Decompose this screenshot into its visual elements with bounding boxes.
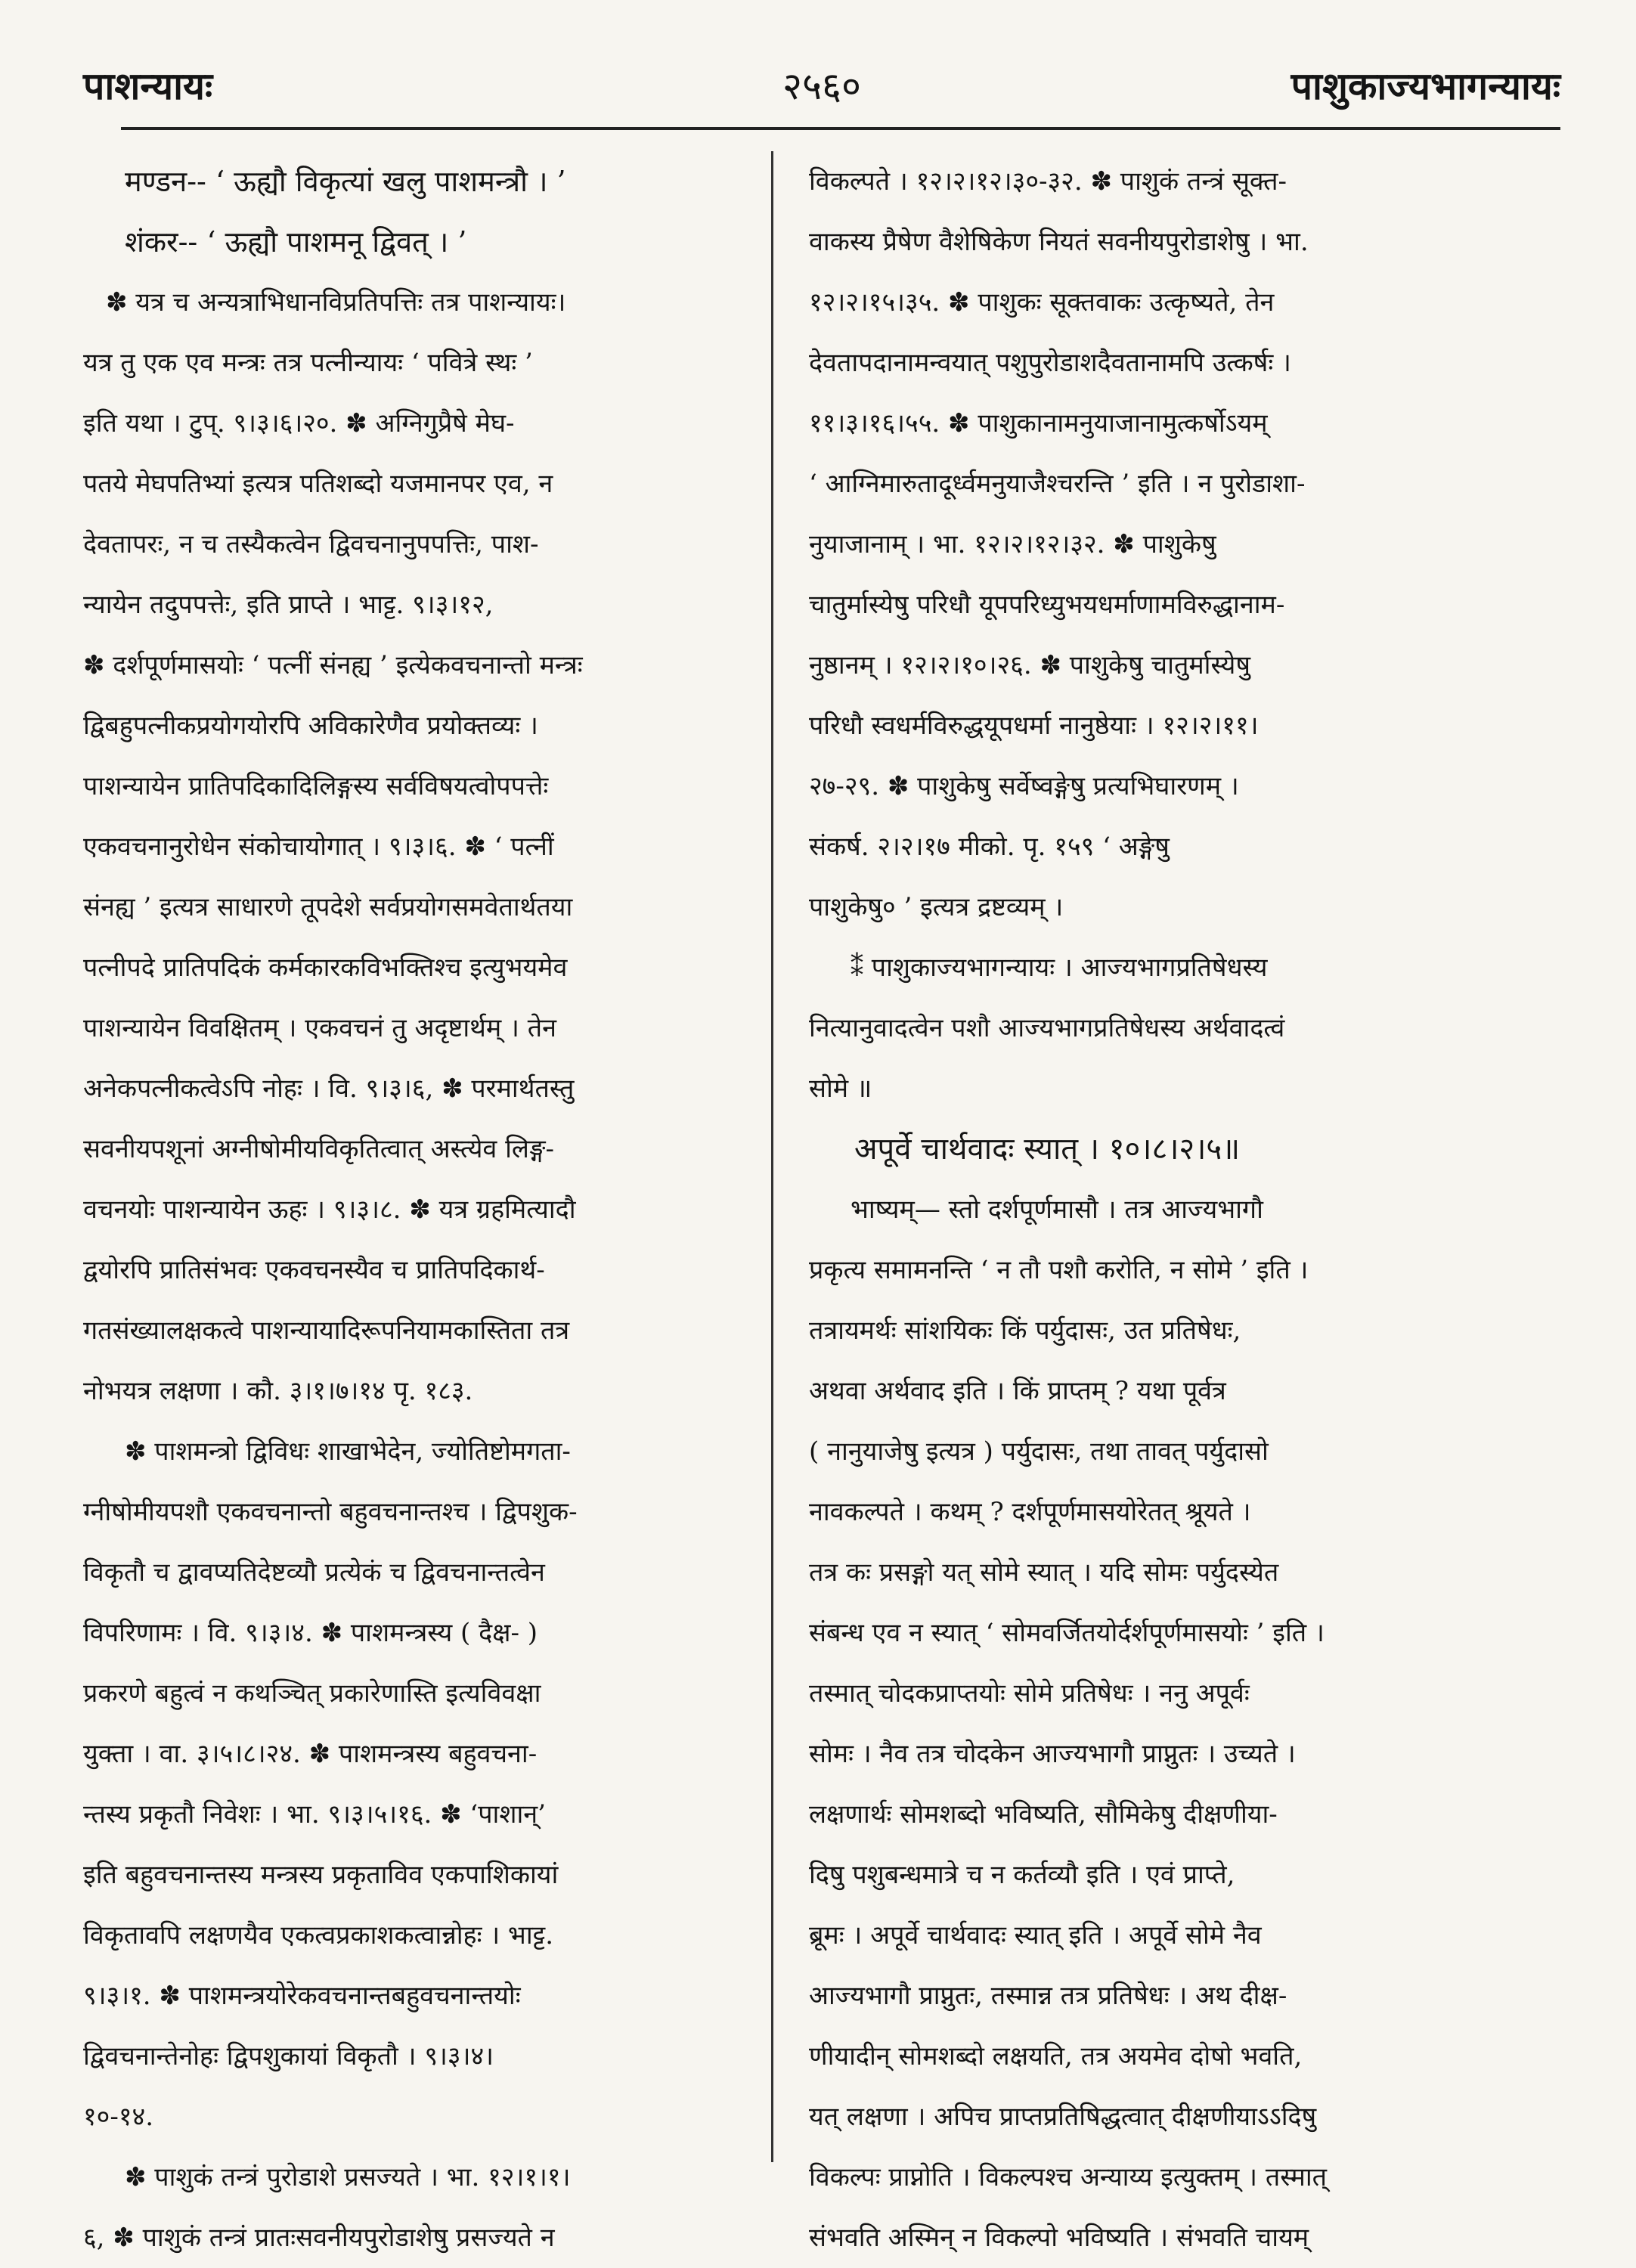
- text-line: संकर्ष. २।२।१७ मीको. पृ. १५९ ‘ अङ्गेषु: [809, 832, 1170, 862]
- text-line: तत्रायमर्थः सांशयिकः किं पर्युदासः, उत प्रतिषेधः,: [809, 1315, 1241, 1346]
- left-column: [83, 151, 745, 2253]
- text-line: वाकस्य प्रैषेण वैशेषिकेण नियतं सवनीयपुरोडाशेषु । भा.: [809, 227, 1309, 257]
- text-line: यत् लक्षणा । अपिच प्राप्तप्रतिषिद्धत्वात् दीक्षणीयाऽऽदिषु: [809, 2102, 1317, 2132]
- text-line: द्विबहुपत्नीकप्रयोगयोरपि अविकारेणैव प्रयोक्तव्यः ।: [83, 711, 538, 741]
- text-line: ११।३।१६।५५. ✽ पाशुकानामनुयाजानामुत्कर्षोऽयम्: [809, 408, 1268, 438]
- text-line: ६, ✽ पाशुकं तन्त्रं प्रातःसवनीयपुरोडाशेषु प्रसज्यते न: [83, 2223, 555, 2253]
- text-line: न्तस्य प्रकृतौ निवेशः । भा. ९।३।५।१६. ✽ ‘पाशान्’: [83, 1799, 546, 1830]
- text-line: तत्र कः प्रसङ्गो यत् सोमे स्यात् । यदि सोमः पर्युदस्येत: [809, 1557, 1279, 1588]
- text-line: द्वयोरपि प्रातिसंभवः एकवचनस्यैव च प्रातिपदिकार्थ-: [83, 1255, 545, 1285]
- text-line: विकृतौ च द्वावप्यतिदेष्टव्यौ प्रत्येकं च द्विवचनान्तत्वेन: [83, 1557, 545, 1588]
- text-line: वचनयोः पाशन्यायेन ऊहः । ९।३।८. ✽ यत्र ग्रहमित्यादौ: [83, 1194, 576, 1225]
- text-line: इति यथा । टुप्. ९।३।६।२०. ✽ अग्निगुप्रैषे मेघ-: [83, 408, 515, 438]
- text-line: युक्ता । वा. ३।५।८।२४. ✽ पाशमन्त्रस्य बहुवचना-: [83, 1739, 538, 1769]
- column-divider: [771, 151, 773, 2162]
- text-line: सोमः । नैव तत्र चोदकेन आज्यभागौ प्राप्नुतः । उच्यते ।: [809, 1739, 1296, 1769]
- text-line: नुष्ठानम् । १२।२।१०।२६. ✽ पाशुकेषु चातुर्मास्येषु: [809, 650, 1251, 680]
- header-right-title: पाशुकाज्यभागन्यायः: [1291, 64, 1560, 108]
- text-line: पाशन्यायेन विवक्षितम् । एकवचनं तु अदृष्टार्थम् । तेन: [83, 1013, 556, 1043]
- text-line: ✽ पाशमन्त्रो द्विविधः शाखाभेदेन, ज्योतिष्टोमगता-: [125, 1436, 571, 1467]
- text-line: ✽ दर्शपूर्णमासयोः ‘ पत्नीं संनह्य ’ इत्येकवचनान्तो मन्त्रः: [83, 650, 583, 680]
- text-line: पाशुकेषु० ’ इत्यत्र द्रष्टव्यम् ।: [809, 892, 1064, 922]
- text-line: ब्रूमः । अपूर्वे चार्थवादः स्यात् इति । अपूर्वे सोमे नैव: [809, 1920, 1262, 1950]
- page-header: [83, 59, 1560, 127]
- text-line: संनह्य ’ इत्यत्र साधारणे तूपदेशे सर्वप्रयोगसमवेतार्थतया: [83, 892, 573, 922]
- header-rule: [121, 127, 1560, 130]
- text-line: ( नानुयाजेषु इत्यत्र ) पर्युदासः, तथा तावत् पर्युदासो: [809, 1436, 1269, 1467]
- text-line: णीयादीन् सोमशब्दो लक्षयति, तत्र अयमेव दोषो भवति,: [809, 2041, 1303, 2071]
- text-line: देवतापदानामन्वयात् पशुपुरोडाशदैवतानामपि उत्कर्षः ।: [809, 348, 1291, 378]
- text-line: सोमे ॥: [809, 1074, 872, 1104]
- text-line: लक्षणार्थः सोमशब्दो भविष्यति, सौमिकेषु दीक्षणीया-: [809, 1799, 1278, 1830]
- text-line: ९।३।१. ✽ पाशमन्त्रयोरेकवचनान्तबहुवचनान्तयोः: [83, 1981, 521, 2011]
- text-line: अनेकपत्नीकत्वेऽपि नोहः । वि. ९।३।६, ✽ परमार्थतस्तु: [83, 1074, 575, 1104]
- text-line: पाशन्यायेन प्रातिपदिकादिलिङ्गस्य सर्वविषयत्वोपपत्तेः: [83, 771, 549, 801]
- text-line: एकवचनानुरोधेन संकोचायोगात् । ९।३।६. ✽ ‘ पत्नीं: [83, 832, 554, 862]
- text-line: ग्नीषोमीयपशौ एकवचनान्तो बहुवचनान्तश्च । द्विपशुक-: [83, 1497, 578, 1527]
- text-line: शंकर-- ‘ ऊह्यौ पाशमनू द्विवत् । ’: [125, 225, 467, 259]
- text-line: संभवति अस्मिन् न विकल्पो भविष्यति । संभवति चायम्: [809, 2223, 1309, 2253]
- text-line: इति बहुवचनान्तस्य मन्त्रस्य प्रकृताविव एकपाशिकायां: [83, 1860, 559, 1890]
- text-line: विकल्पः प्राप्नोति । विकल्पश्च अन्याय्य इत्युक्तम् । तस्मात्: [809, 2162, 1327, 2192]
- text-line: ⁑ पाशुकाज्यभागन्यायः । आज्यभागप्रतिषेधस्य: [851, 953, 1268, 983]
- text-line: परिधौ स्वधर्मविरुद्धयूपधर्मा नानुष्ठेयाः । १२।२।११।: [809, 711, 1259, 741]
- text-line: ‘ आग्निमारुतादूर्ध्वमनुयाजैश्चरन्ति ’ इति । न पुरोडाशा-: [809, 469, 1306, 499]
- text-line: आज्यभागौ प्राप्नुतः, तस्मान्न तत्र प्रतिषेधः । अथ दीक्ष-: [809, 1981, 1287, 2011]
- text-line: न्यायेन तदुपपत्तेः, इति प्राप्ते । भाट्ट. ९।३।१२,: [83, 590, 494, 620]
- text-line: अथवा अर्थवाद इति । किं प्राप्तम् ? यथा पूर्वत्र: [809, 1376, 1226, 1406]
- text-line: विकृतावपि लक्षणयैव एकत्वप्रकाशकत्वान्नोहः । भाट्ट.: [83, 1920, 554, 1950]
- text-line: विपरिणामः । वि. ९।३।४. ✽ पाशमन्त्रस्य ( दैक्ष- ): [83, 1618, 538, 1648]
- text-line: दिषु पशुबन्धमात्रे च न कर्तव्यौ इति । एवं प्राप्ते,: [809, 1860, 1235, 1890]
- text-line: ✽ यत्र च अन्यत्राभिधानविप्रतिपत्तिः तत्र पाशन्यायः।: [106, 287, 566, 318]
- text-line: देवतापरः, न च तस्यैकत्वेन द्विवचनानुपपत्तिः, पाश-: [83, 529, 539, 559]
- text-line: प्रकरणे बहुत्वं न कथञ्चित् प्रकारेणास्ति इत्यविवक्षा: [83, 1678, 541, 1709]
- text-line: द्विवचनान्तेनोहः द्विपशुकायां विकृतौ । ९।३।४।: [83, 2041, 494, 2071]
- text-line: अपूर्वे चार्थवादः स्यात् । १०।८।२।५॥: [854, 1132, 1241, 1167]
- text-line: तस्मात् चोदकप्राप्तयोः सोमे प्रतिषेधः । ननु अपूर्वः: [809, 1678, 1250, 1709]
- text-line: १२।२।१५।३५. ✽ पाशुकः सूक्तवाकः उत्कृष्यते, तेन: [809, 287, 1275, 318]
- text-line: भाष्यम्— स्तो दर्शपूर्णमासौ । तत्र आज्यभागौ: [851, 1194, 1263, 1225]
- text-line: पत्नीपदे प्रातिपदिकं कर्मकारकविभक्तिश्च इत्युभयमेव: [83, 953, 568, 983]
- text-line: पतये मेघपतिभ्यां इत्यत्र पतिशब्दो यजमानपर एव, न: [83, 469, 553, 499]
- text-line: नोभयत्र लक्षणा । कौ. ३।१।७।१४ पृ. १८३.: [83, 1376, 473, 1406]
- text-line: चातुर्मास्येषु परिधौ यूपपरिध्युभयधर्माणामविरुद्धानाम-: [809, 590, 1285, 620]
- right-column: [809, 151, 1554, 2253]
- text-line: सवनीयपशूनां अग्नीषोमीयविकृतित्वात् अस्त्येव लिङ्ग-: [83, 1134, 554, 1164]
- page-number: २५६०: [782, 64, 861, 108]
- text-line: विकल्पते । १२।२।१२।३०-३२. ✽ पाशुकं तन्त्रं सूक्त-: [809, 166, 1287, 197]
- text-line: प्रकृत्य समामनन्ति ‘ न तौ पशौ करोति, न सोमे ’ इति ।: [809, 1255, 1309, 1285]
- text-line: नित्यानुवादत्वेन पशौ आज्यभागप्रतिषेधस्य अर्थवादत्वं: [809, 1013, 1285, 1043]
- text-line: नुयाजानाम् । भा. १२।२।१२।३२. ✽ पाशुकेषु: [809, 529, 1216, 559]
- text-line: यत्र तु एक एव मन्त्रः तत्र पत्नीन्यायः ‘ पवित्रे स्थः ’: [83, 348, 533, 378]
- text-line: १०-१४.: [83, 2102, 154, 2132]
- header-left-title: पाशन्यायः: [83, 64, 213, 108]
- text-line: ✽ पाशुकं तन्त्रं पुरोडाशे प्रसज्यते । भा. १२।१।१।: [125, 2162, 571, 2192]
- text-line: नावकल्पते । कथम् ? दर्शपूर्णमासयोरेतत् श्रूयते ।: [809, 1497, 1251, 1527]
- text-line: संबन्ध एव न स्यात् ‘ सोमवर्जितयोर्दर्शपूर्णमासयोः ’ इति ।: [809, 1618, 1325, 1648]
- text-line: गतसंख्यालक्षकत्वे पाशन्यायादिरूपनियामकास्तिता तत्र: [83, 1315, 570, 1346]
- text-line: मण्डन-- ‘ ऊह्यौ विकृत्यां खलु पाशमन्त्रौ । ’: [125, 165, 566, 198]
- text-line: २७-२९. ✽ पाशुकेषु सर्वेष्वङ्गेषु प्रत्यभिघारणम् ।: [809, 771, 1239, 801]
